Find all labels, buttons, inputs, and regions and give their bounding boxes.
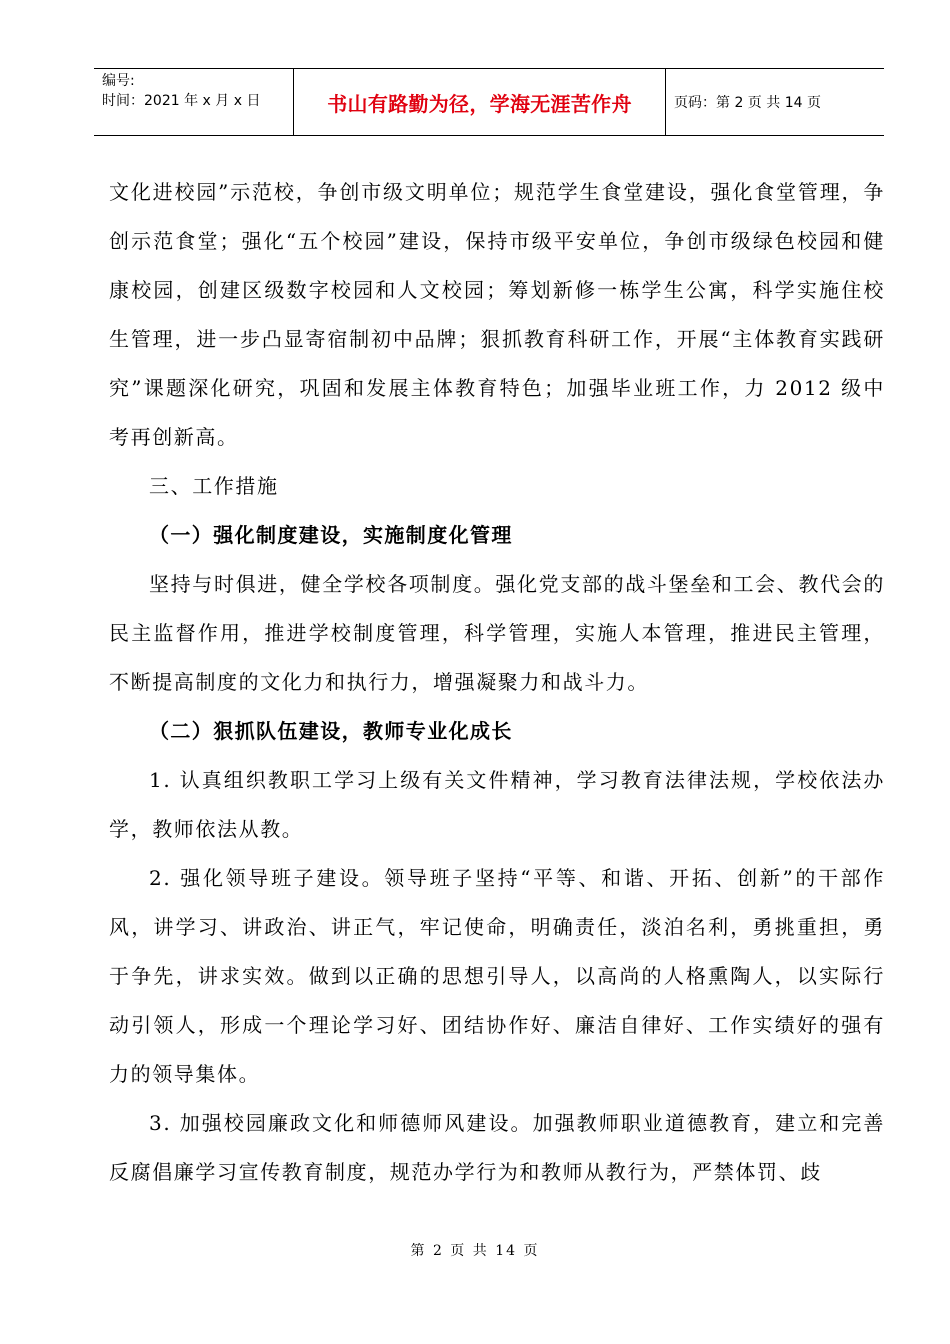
page-footer: 第 2 页 共 14 页 (410, 1243, 540, 1259)
document-time-label: 时间：2021 年 x 月 x 日 (102, 93, 261, 109)
subsection-heading: （二）狠抓队伍建设，教师专业化成长 (149, 719, 513, 743)
body-paragraph: 3. 加强校园廉政文化和师德师风建设。加强教师职业道德教育，建立和完善反腐倡廉学习宣传教育制度，规范办学行为和教师从教行为，严禁体罚、歧 (109, 1111, 885, 1184)
header-meta (94, 69, 294, 135)
header-motto: 书山有路勤为径，学海无涯苦作舟 (327, 91, 632, 116)
header-page-number: 页码：第 2 页 共 14 页 (674, 95, 821, 111)
document-number-label: 编号: (102, 73, 135, 89)
body-paragraph: 2. 强化领导班子建设。领导班子坚持“平等、和谐、开拓、创新”的干部作风，讲学习、讲政治、讲正气，牢记使命，明确责任，淡泊名利，勇挑重担，勇于争先，讲求实效。做到以正确的思想引导人，以高尚的人格熏陶人，以实际行动引领人，形成一个理论学习好、团结协作好、廉洁自律好、工作实绩好的强有力的领导集体。 (109, 866, 885, 1086)
section-title: 三、工作措施 (149, 474, 279, 498)
body-paragraph: 坚持与时俱进，健全学校各项制度。强化党支部的战斗堡垒和工会、教代会的民主监督作用，推进学校制度管理，科学管理，实施人本管理，推进民主管理，不断提高制度的文化力和执行力，增强凝聚力和战斗力。 (109, 572, 885, 694)
header-page-cell (666, 69, 884, 135)
document-body (109, 168, 885, 1197)
page-header (94, 68, 884, 136)
subsection-heading: （一）强化制度建设，实施制度化管理 (149, 523, 513, 547)
header-motto-cell (294, 69, 666, 135)
body-paragraph: 1. 认真组织教职工学习上级有关文件精神，学习教育法律法规，学校依法办学，教师依法从教。 (109, 768, 885, 841)
body-paragraph: 文化进校园”示范校，争创市级文明单位；规范学生食堂建设，强化食堂管理，争创示范食堂；强化“五个校园”建设，保持市级平安单位，争创市级绿色校园和健康校园，创建区级数字校园和人文校园；筹划新修一栋学生公寓，科学实施住校生管理，进一步凸显寄宿制初中品牌；狠抓教育科研工作，开展“主体教育实践研究”课题深化研究，巩固和发展主体教育特色；加强毕业班工作，力 2012 级中考再创新高。 (109, 180, 885, 449)
